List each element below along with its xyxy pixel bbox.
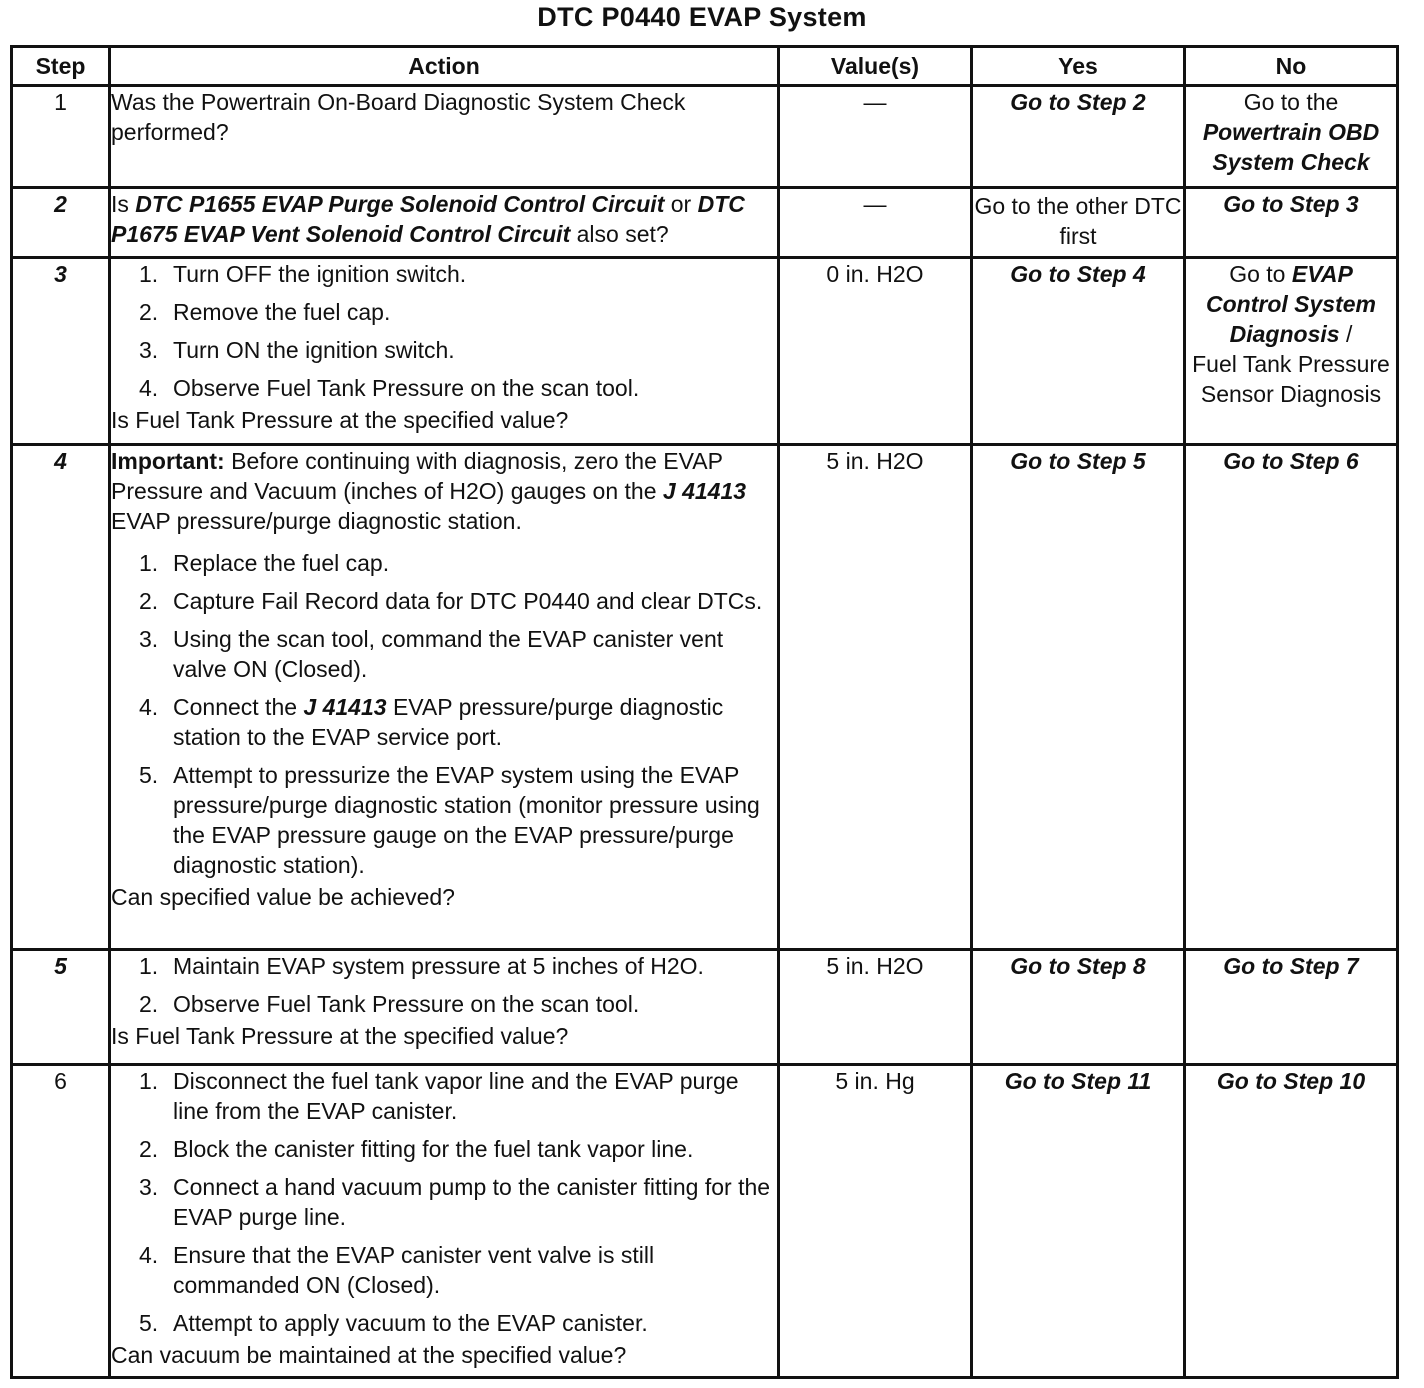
header-step: Step [12, 47, 110, 86]
note-text: EVAP pressure/purge diagnostic station. [111, 508, 522, 534]
yes-text: Go to the other DTC first [974, 193, 1182, 249]
yes-cell [972, 1065, 1185, 1378]
list-item: Maintain EVAP system pressure at 5 inches of H2O. [173, 953, 704, 979]
note-text: Before continuing with diagnosis, zero the EVAP Pressure and Vacuum (inches of H2O) gauges on the [111, 448, 723, 504]
important-note [111, 446, 777, 536]
procedure-list [111, 259, 777, 403]
table-row [12, 86, 1398, 188]
action-text: also set? [570, 221, 669, 247]
list-item: Using the scan tool, command the EVAP canister vent valve ON (Closed). [173, 626, 724, 682]
no-cell [1185, 1065, 1398, 1378]
action-question: Can specified value be achieved? [111, 884, 455, 910]
goto-link[interactable]: Go to Step 6 [1223, 448, 1359, 474]
yes-cell [972, 258, 1185, 445]
no-text: Go to the [1243, 89, 1339, 115]
action-question: Can vacuum be maintained at the specified value? [111, 1342, 627, 1368]
step-number: 4 [12, 445, 110, 950]
action-question: Is Fuel Tank Pressure at the specified value? [111, 407, 569, 433]
item-text: Connect the [173, 694, 304, 720]
no-text: Go to [1229, 261, 1292, 287]
header-action: Action [110, 47, 779, 86]
yes-cell [972, 445, 1185, 950]
goto-link[interactable]: Go to Step 10 [1216, 1068, 1366, 1094]
no-cell [1185, 188, 1398, 258]
list-item: Turn ON the ignition switch. [173, 337, 455, 363]
list-item: Observe Fuel Tank Pressure on the scan tool. [173, 991, 640, 1017]
table-row [12, 950, 1398, 1065]
goto-link[interactable]: EVAP Control System Diagnosis [1206, 261, 1376, 347]
action-cell [110, 1065, 779, 1378]
header-yes: Yes [972, 47, 1185, 86]
step-number: 5 [12, 950, 110, 1065]
list-item: Turn OFF the ignition switch. [173, 261, 467, 287]
table-row [12, 1065, 1398, 1378]
header-values: Value(s) [779, 47, 972, 86]
goto-link[interactable]: Go to Step 3 [1223, 191, 1359, 217]
header-no: No [1185, 47, 1398, 86]
step-number: 2 [12, 188, 110, 258]
list-item: Ensure that the EVAP canister vent valve is still commanded ON (Closed). [173, 1242, 655, 1298]
value-cell: 5 in. H2O [779, 445, 972, 950]
important-label: Important: [111, 448, 225, 474]
goto-link[interactable]: Go to Step 7 [1223, 953, 1359, 979]
table-row [12, 445, 1398, 950]
yes-cell [972, 188, 1185, 258]
yes-cell [972, 950, 1185, 1065]
list-item: Replace the fuel cap. [173, 550, 390, 576]
value-cell: — [779, 188, 972, 258]
value-cell: 5 in. H2O [779, 950, 972, 1065]
goto-link[interactable]: Powertrain OBD System Check [1202, 119, 1380, 175]
no-cell [1185, 445, 1398, 950]
yes-cell [972, 86, 1185, 188]
step-number: 3 [12, 258, 110, 445]
action-cell [110, 86, 779, 188]
value-cell: — [779, 86, 972, 188]
action-cell [110, 188, 779, 258]
goto-link[interactable]: Go to Step 4 [1010, 261, 1146, 287]
list-item: Attempt to apply vacuum to the EVAP canister. [173, 1310, 648, 1336]
goto-link[interactable]: Go to Step 11 [1004, 1068, 1152, 1094]
tool-reference: J 41413 [303, 694, 387, 720]
procedure-list [111, 951, 777, 1019]
no-cell [1185, 950, 1398, 1065]
no-separator: / [1339, 321, 1353, 347]
item-text: EVAP pressure/purge diagnostic station to the EVAP service port. [173, 694, 724, 750]
list-item: Observe Fuel Tank Pressure on the scan tool. [173, 375, 640, 401]
action-cell [110, 950, 779, 1065]
procedure-list [111, 548, 777, 880]
page-title: DTC P0440 EVAP System [537, 2, 867, 32]
value-cell: 5 in. Hg [779, 1065, 972, 1378]
action-cell [110, 445, 779, 950]
action-text: or [664, 191, 698, 217]
goto-link[interactable]: Go to Step 5 [1010, 448, 1146, 474]
action-question: Was the Powertrain On-Board Diagnostic System Check performed? [111, 89, 686, 145]
value-cell: 0 in. H2O [779, 258, 972, 445]
procedure-list [111, 1066, 777, 1338]
goto-link[interactable]: Go to Step 2 [1010, 89, 1146, 115]
diagnostic-table [10, 45, 1399, 1379]
list-item: Disconnect the fuel tank vapor line and the EVAP purge line from the EVAP canister. [173, 1068, 739, 1124]
table-row [12, 188, 1398, 258]
list-item: Connect a hand vacuum pump to the canister fitting for the EVAP purge line. [173, 1174, 771, 1230]
no-text: Fuel Tank Pressure Sensor Diagnosis [1192, 351, 1390, 407]
no-cell [1185, 86, 1398, 188]
list-item: Attempt to pressurize the EVAP system using the EVAP pressure/purge diagnostic station (monitor pressure using the EVAP pressure gauge on the EVAP pressure/purge diagnostic station). [173, 762, 760, 878]
action-question: Is Fuel Tank Pressure at the specified value? [111, 1023, 569, 1049]
table-row [12, 258, 1398, 445]
list-item: Remove the fuel cap. [173, 299, 391, 325]
list-item: Capture Fail Record data for DTC P0440 and clear DTCs. [173, 588, 763, 614]
list-item [173, 692, 777, 752]
action-text: Is [111, 191, 136, 217]
dtc-reference-link[interactable]: DTC P1655 EVAP Purge Solenoid Control Circuit [135, 191, 665, 217]
no-cell [1185, 258, 1398, 445]
dtc-reference-link[interactable]: DTC P1675 EVAP Vent Solenoid Control Circuit [111, 191, 745, 247]
goto-link[interactable]: Go to Step 8 [1010, 953, 1146, 979]
header-row [12, 47, 1398, 86]
action-cell [110, 258, 779, 445]
step-number: 1 [12, 86, 110, 188]
list-item: Block the canister fitting for the fuel tank vapor line. [173, 1136, 694, 1162]
step-number: 6 [12, 1065, 110, 1378]
tool-reference: J 41413 [662, 478, 747, 504]
